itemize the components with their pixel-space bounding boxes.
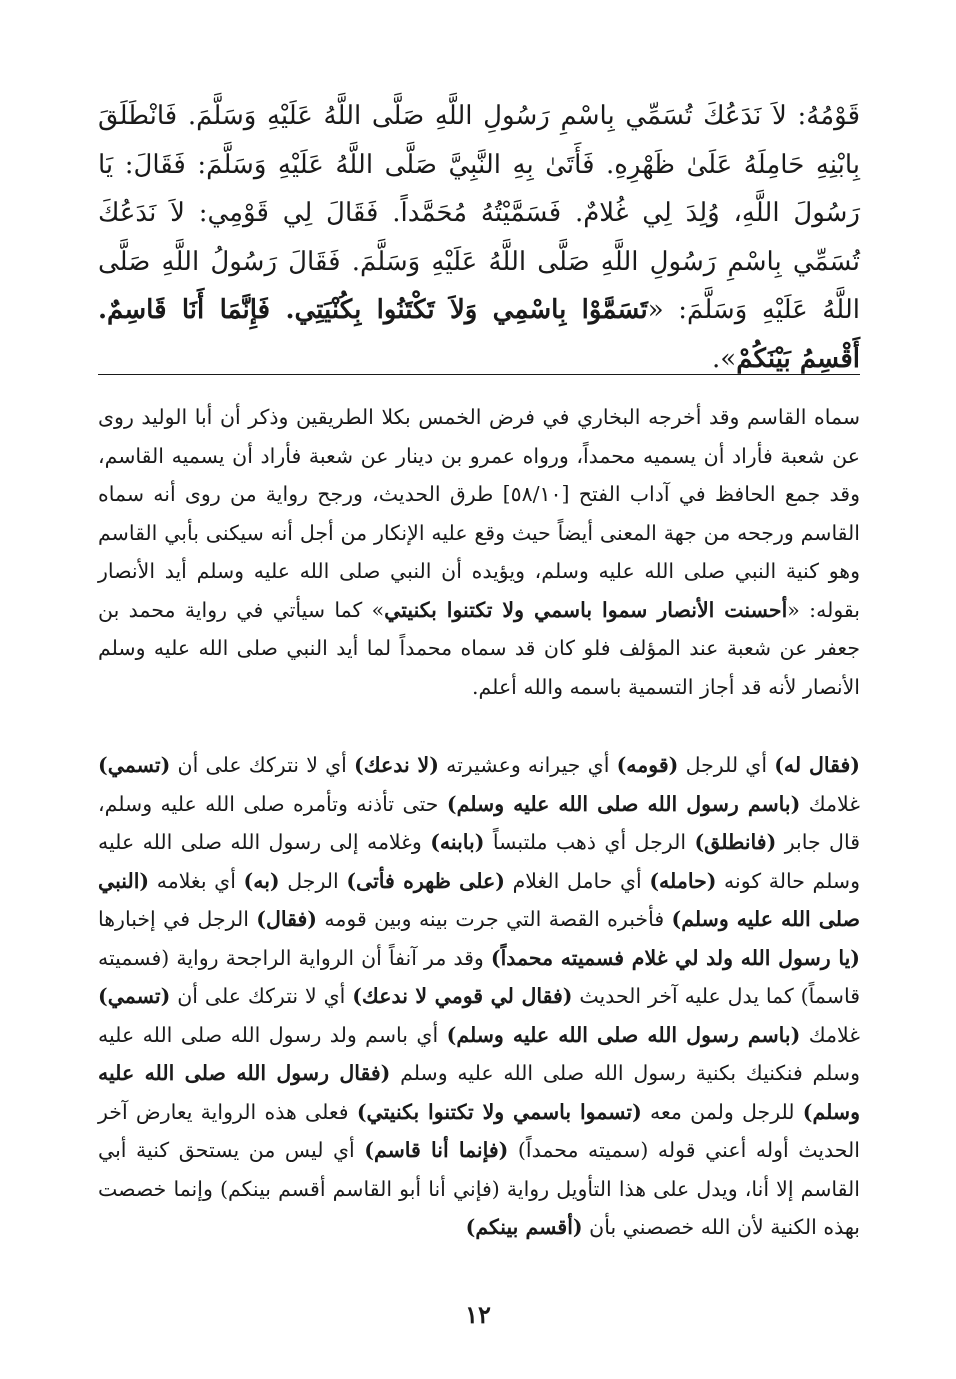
commentary-segment: أي للرجل bbox=[678, 753, 775, 777]
commentary-segment: وقد مر آنفاً أن الرواية الراجحة رواية (فسميته قاسماً) كما يدل عليه آخر الحديث bbox=[98, 945, 860, 1008]
commentary-bold-segment: (أقسم بينكم) bbox=[465, 1215, 583, 1239]
commentary-segment: للرجل ولمن معه bbox=[641, 1099, 803, 1124]
commentary-bold-segment: (بابنه) bbox=[430, 830, 485, 854]
commentary-bold-segment: (يا رسول الله ولد لي غلام فسميته محمداً) bbox=[490, 945, 861, 970]
commentary-bold-segment: (لا ندعك) bbox=[354, 753, 439, 777]
commentary-bold-segment: (حامله) bbox=[649, 868, 717, 893]
page-number: ١٢ bbox=[465, 1300, 491, 1329]
commentary-bold-segment: (فقال) bbox=[256, 907, 317, 931]
commentary-segment: أي باسم ولد رسول الله صلى الله عليه وسلم فنكنيك بكنية رسول الله صلى الله عليه وسلم bbox=[98, 1022, 861, 1085]
commentary-bold-segment: (فقال لي قومي لا ندعك) bbox=[352, 984, 573, 1008]
commentary-segment: (فإني أنا أبو القاسم أقسم بينكم) bbox=[219, 1176, 500, 1201]
commentary-segment: الرجل أي ذهب ملتبساً bbox=[484, 830, 695, 854]
note-segment: سماه القاسم وقد أخرجه البخاري في فرض الخمس بكلا الطريقين وذكر أن أبا الوليد روى عن شعبة فأراد أن يسميه محمداً، ورواه عمرو بن دينار عن شعبة فأراد أن يسميه القاسم، وقد جمع الحافظ في آداب الفتح [٥٨/١٠] طرق الحديث، ورجح رواية من روى أنه سماه القاسم ورجحه من جهة المعنى أيضاً حيث وقع عليه الإنكار من أجل أنه سيكنى بأبي القاسم وهو كنية النبي صلى الله عليه وسلم، ويؤيده أن النبي صلى الله عليه وسلم أيد الأنصار بقوله: « bbox=[98, 405, 861, 622]
commentary-segment: وإنما خصصت بهذه الكنية لأن الله خصصني بأن bbox=[98, 1176, 860, 1239]
commentary-segment: غلامك bbox=[800, 1022, 860, 1047]
footnote-divider bbox=[98, 374, 860, 375]
commentary-segment: أي حامل الغلام bbox=[504, 868, 650, 893]
hadith-text bbox=[98, 92, 860, 383]
hadith-bold-segment: تَسَمَّوْا بِاسْمِي وَلاَ تَكْتَنُوا بِكُنْيَتِي. فَإِنَّمَا أَنَا قَاسِمٌ. أَقْسِمُ بَيْنَكُمْ bbox=[98, 295, 860, 374]
commentary-segment: أي ليس من يستحق كنية أبي القاسم إلا أنا، ويدل على هذا التأويل رواية bbox=[98, 1138, 860, 1201]
commentary-bold-segment: (به) bbox=[243, 868, 280, 893]
commentary-bold-segment: (باسم رسول الله صلى الله عليه وسلم) bbox=[446, 791, 801, 816]
commentary-bold-segment: (تسمي) bbox=[98, 753, 171, 777]
commentary-segment: أي لا نتركك على أن bbox=[170, 753, 355, 777]
commentary-segment: أي لا نتركك على أن bbox=[170, 984, 353, 1008]
commentary-bold-segment: (على ظهره فأتى) bbox=[346, 868, 505, 893]
commentary-segment: أي جيرانه وعشيرته bbox=[438, 753, 617, 777]
commentary-bold-segment: (تسمي) bbox=[98, 984, 171, 1008]
commentary-bold-segment: (باسم رسول الله صلى الله عليه وسلم) bbox=[446, 1022, 801, 1047]
commentary-segment: أي بغلامه bbox=[149, 868, 244, 893]
commentary-bold-segment: (فإنما أنا قاسم) bbox=[364, 1138, 509, 1162]
commentary-segment: الرجل bbox=[279, 868, 347, 893]
commentary-bold-segment: (قومه) bbox=[616, 753, 679, 777]
commentary-bold-segment: (تسموا باسمي ولا تكتنوا بكنيتي) bbox=[356, 1099, 642, 1124]
commentary-bold-segment: (فقال له) bbox=[774, 753, 860, 777]
hadith-segment: ». bbox=[712, 343, 737, 374]
footnote-text bbox=[98, 398, 860, 706]
hadith-segment: قَوْمُهُ: لاَ نَدَعُكَ تُسَمِّي بِاسْمِ رَسُولِ اللَّهِ صَلَّى اللَّهُ عَلَيْهِ وَسَلَّمَ. فَانْطَلَقَ بِابْنِهِ حَامِلَهُ عَلَىٰ ظَهْرِهِ. فَأَتَىٰ بِهِ النَّبِيَّ صَلَّى اللَّهُ عَلَيْهِ وَسَلَّمَ: فَقَالَ: يَا رَسُولَ اللَّهِ، وُلِدَ لِي غُلامٌ. فَسَمَّيْتُهُ مُحَمَّداً. فَقَالَ لِي قَوْمِي: لاَ نَدَعُكَ تُسَمِّي بِاسْمِ رَسُولِ اللَّهِ صَلَّى اللَّهُ عَلَيْهِ وَسَلَّمَ. فَقَالَ رَسُولُ اللَّهِ صَلَّى اللَّهُ عَلَيْهِ وَسَلَّمَ: « bbox=[98, 101, 860, 325]
commentary-segment: فأخبره القصة التي جرت بينه وبين قومه bbox=[317, 907, 672, 931]
commentary-segment: غلامك bbox=[800, 791, 860, 816]
commentary-segment: وغلامه إلى رسول الله صلى الله عليه وسلم حالة كونه bbox=[98, 830, 860, 893]
commentary-bold-segment: (النبي صلى الله عليه وسلم) bbox=[98, 868, 860, 931]
note-bold-segment: أحسنت الأنصار سموا باسمي ولا تكتنوا بكنيتي bbox=[384, 597, 788, 622]
commentary-bold-segment: (فقال رسول الله صلى الله عليه وسلم) bbox=[98, 1061, 860, 1124]
commentary-segment: حتى تأذنه وتأمره صلى الله عليه وسلم، قال جابر bbox=[98, 791, 860, 854]
commentary-text bbox=[98, 746, 860, 1247]
note-segment: » كما سيأتي في رواية محمد بن جعفر عن شعبة عند المؤلف فلو كان قد سماه محمداً لما أيد النبي صلى الله عليه وسلم الأنصار لأنه قد أجاز التسمية باسمه والله أعلم. bbox=[98, 597, 860, 699]
commentary-segment: الرجل في إخبارها bbox=[98, 907, 257, 931]
commentary-segment: فعلى هذه الرواية يعارض آخر الحديث أوله أعني قوله (سميته محمداً) bbox=[98, 1099, 860, 1162]
commentary-bold-segment: (فانطلق) bbox=[694, 830, 777, 854]
